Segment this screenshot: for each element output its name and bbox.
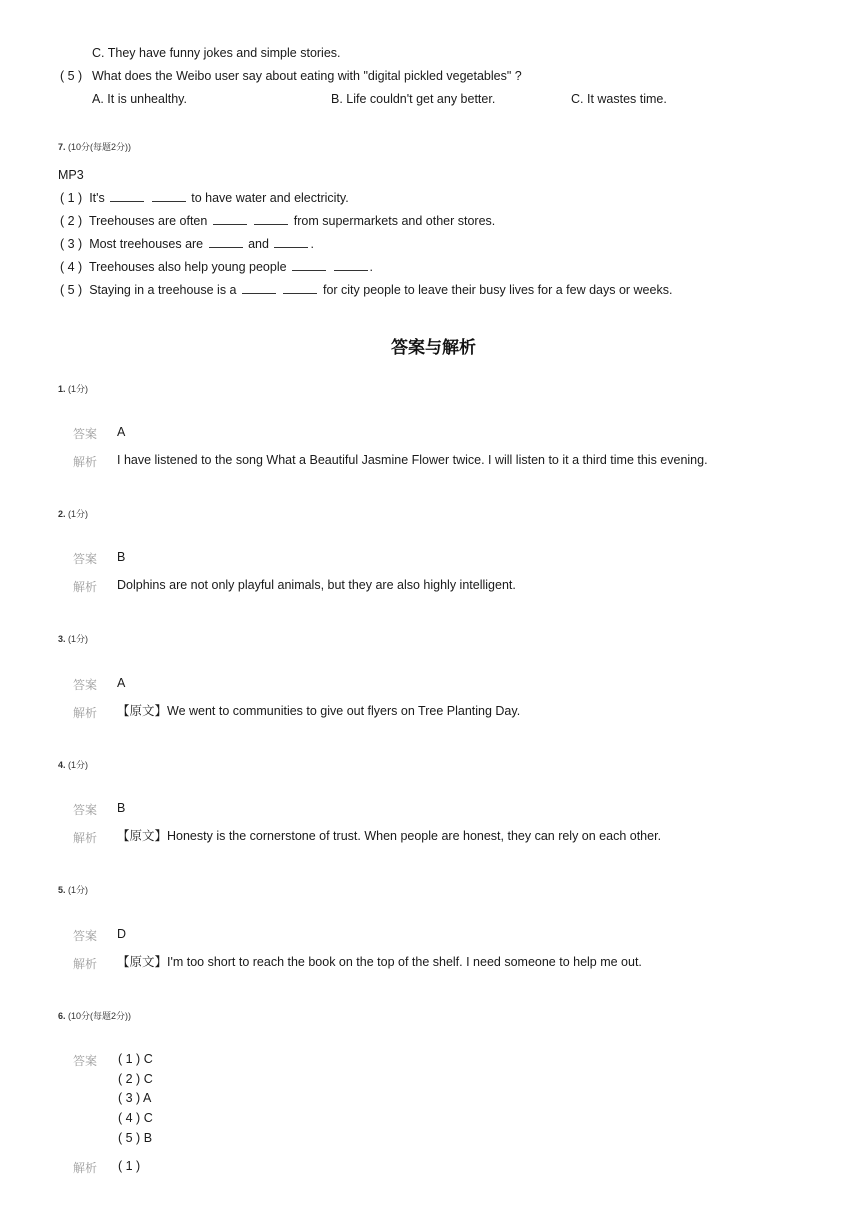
q7-mp3-label: MP3 [58, 168, 84, 182]
answer-score: (1分) [68, 885, 89, 895]
analysis-text: 【原文】Honesty is the cornerstone of trust. When people are honest, they can rely on each other. [117, 829, 662, 843]
q7-item-text: from supermarkets and other stores. [293, 214, 496, 228]
q7-item-text: . [310, 237, 314, 251]
q7-item-text: to have water and electricity. [191, 191, 349, 205]
analysis-label: 解析 [73, 1161, 98, 1175]
answer-blank[interactable] [242, 282, 276, 294]
answer-blank[interactable] [283, 282, 317, 294]
analysis-text: 【原文】We went to communities to give out flyers on Tree Planting Day. [117, 704, 521, 718]
answer-6-sub-1: ( 1 ) C [118, 1052, 153, 1066]
answer-blank[interactable] [110, 190, 144, 202]
answer-6-sub-5: ( 5 ) B [118, 1131, 153, 1145]
answer-value: B [117, 801, 126, 815]
answer-value: A [117, 676, 126, 690]
answer-label: 答案 [73, 803, 98, 817]
answer-value: D [117, 927, 127, 941]
answer-1-header [58, 383, 88, 395]
analysis-label: 解析 [73, 957, 98, 971]
analysis-label: 解析 [73, 455, 98, 469]
analysis-text: I have listened to the song What a Beautiful Jasmine Flower twice. I will listen to it a third time this evening. [117, 453, 708, 467]
q7-item-number: ( 1 ) [60, 191, 83, 205]
answer-label: 答案 [73, 427, 98, 441]
q6-5-option-c: C. It wastes time. [571, 92, 667, 106]
answer-6-sub-2: ( 2 ) C [118, 1072, 153, 1086]
q6-5-text: What does the Weibo user say about eating with "digital pickled vegetables" ? [92, 69, 522, 83]
q7-item-text: Staying in a treehouse is a [89, 283, 237, 297]
answer-score: (10分(每题2分)) [68, 1011, 132, 1021]
answer-blank[interactable] [209, 236, 243, 248]
answer-5-header [58, 884, 88, 896]
answer-number: 5. [58, 885, 66, 895]
answers-section-title: 答案与解析 [391, 338, 476, 358]
answer-6-header [58, 1010, 131, 1022]
q7-item-number: ( 4 ) [60, 260, 83, 274]
q7-score: (10分(每题2分)) [68, 142, 132, 152]
analysis-label: 解析 [73, 831, 98, 845]
q7-item-text: Treehouses also help young people [88, 260, 287, 274]
q7-item-text: for city people to leave their busy lives for a few days or weeks. [322, 283, 673, 297]
q7-item-3 [60, 236, 314, 252]
q7-item-text: It's [89, 191, 105, 205]
answer-blank[interactable] [254, 213, 288, 225]
answer-blank[interactable] [292, 259, 326, 271]
answer-score: (1分) [68, 509, 89, 519]
answer-label: 答案 [73, 929, 98, 943]
answer-number: 2. [58, 509, 66, 519]
answer-value: B [117, 550, 126, 564]
answer-number: 1. [58, 384, 66, 394]
q6-5-number: ( 5 ) [60, 69, 83, 83]
q6-5-option-a: A. It is unhealthy. [92, 92, 187, 106]
answer-score: (1分) [68, 634, 89, 644]
answer-number: 3. [58, 634, 66, 644]
answer-blank[interactable] [152, 190, 186, 202]
answer-label: 答案 [73, 552, 98, 566]
answer-4-header [58, 759, 88, 771]
q6-option-c: C. They have funny jokes and simple stories. [92, 46, 341, 60]
answer-blank[interactable] [213, 213, 247, 225]
answer-number: 4. [58, 760, 66, 770]
q7-item-number: ( 5 ) [60, 283, 83, 297]
answer-value: A [117, 425, 126, 439]
answer-6-sub-3: ( 3 ) A [118, 1091, 152, 1105]
answer-number: 6. [58, 1011, 66, 1021]
answer-score: (1分) [68, 760, 89, 770]
analysis-text: Dolphins are not only playful animals, but they are also highly intelligent. [117, 578, 516, 592]
analysis-6-first: ( 1 ) [118, 1159, 141, 1173]
q7-item-5 [60, 282, 672, 298]
answer-3-header [58, 633, 88, 645]
answer-blank[interactable] [274, 236, 308, 248]
answer-6-sub-4: ( 4 ) C [118, 1111, 153, 1125]
q7-item-text: and [248, 237, 269, 251]
analysis-label: 解析 [73, 580, 98, 594]
q7-header [58, 141, 131, 153]
q7-number: 7. [58, 142, 66, 152]
q7-item-text: Most treehouses are [89, 237, 204, 251]
answer-label: 答案 [73, 1054, 98, 1068]
answer-2-header [58, 508, 88, 520]
analysis-text: 【原文】I'm too short to reach the book on the top of the shelf. I need someone to help me out. [117, 955, 642, 969]
answer-label: 答案 [73, 678, 98, 692]
answer-blank[interactable] [334, 259, 368, 271]
q7-item-2 [60, 213, 495, 229]
q7-item-text: Treehouses are often [88, 214, 208, 228]
q7-item-4 [60, 259, 373, 275]
q7-item-text: . [369, 260, 374, 274]
q7-item-number: ( 3 ) [60, 237, 83, 251]
q6-5-option-b: B. Life couldn't get any better. [331, 92, 496, 106]
answer-score: (1分) [68, 384, 89, 394]
q7-item-number: ( 2 ) [60, 214, 83, 228]
q7-item-1 [60, 190, 349, 206]
analysis-label: 解析 [73, 706, 98, 720]
